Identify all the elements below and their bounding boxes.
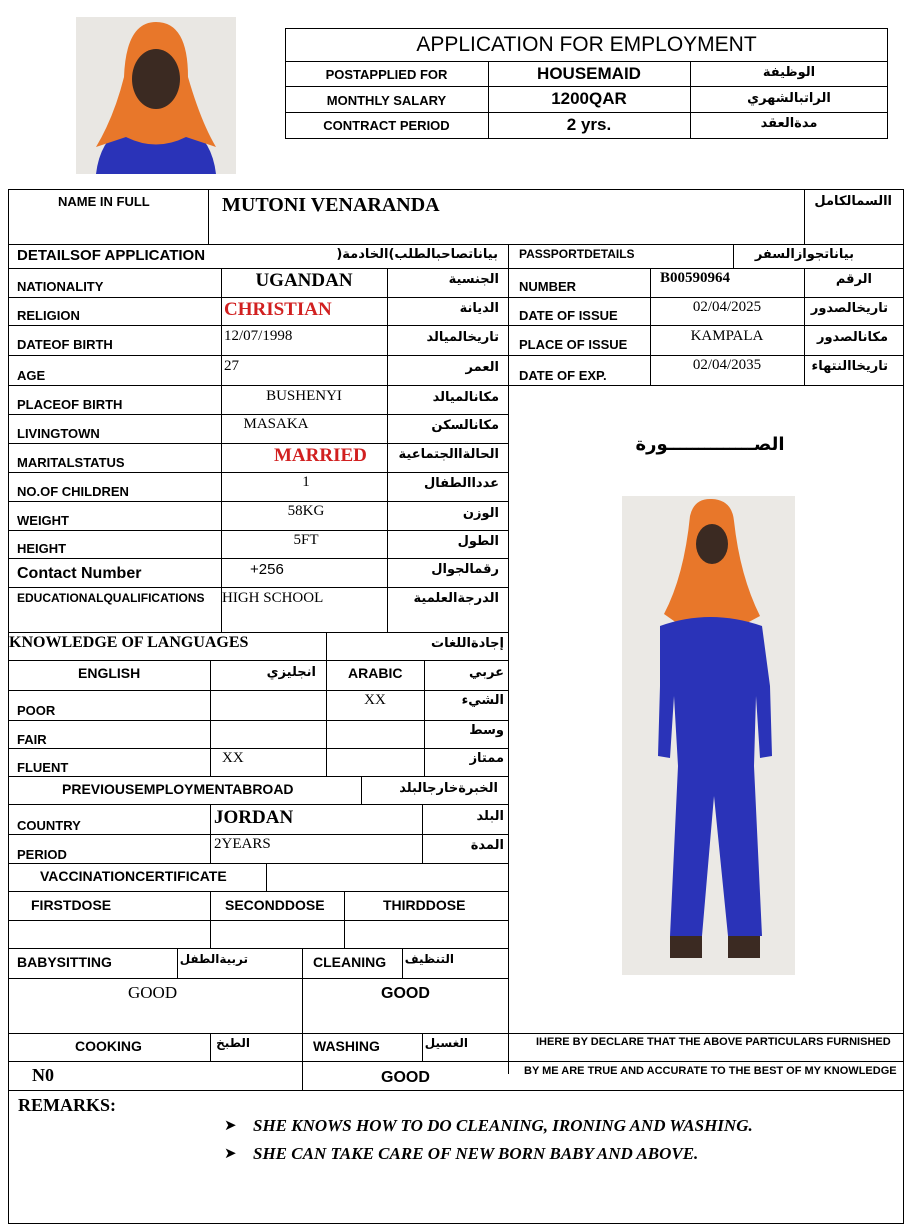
post-applied-value: HOUSEMAID xyxy=(537,64,641,83)
age-value: 27 xyxy=(224,358,239,374)
date-of-expiry-arabic: تاريخاالنتهاء xyxy=(811,359,888,374)
place-of-issue-arabic: مكانالصدور xyxy=(816,330,888,345)
period-value: 2YEARS xyxy=(214,836,271,852)
previous-employment-arabic: الخبرةخارجالبلد xyxy=(399,781,498,796)
passport-number-arabic: الرقم xyxy=(835,272,872,287)
babysitting-value: GOOD xyxy=(128,983,178,1002)
weight-label: WEIGHT xyxy=(17,513,69,528)
date-of-birth-label: DATEOF BIRTH xyxy=(17,337,113,352)
cooking-arabic: الطبخ xyxy=(216,1036,250,1050)
date-of-expiry-value: 02/04/2035 xyxy=(692,357,762,373)
cleaning-value: GOOD xyxy=(381,985,430,1002)
date-of-issue-label: DATE OF ISSUE xyxy=(519,308,618,323)
place-of-birth-arabic: مكانالميالد xyxy=(432,390,499,405)
marital-status-value: MARRIED xyxy=(274,445,367,466)
contact-number-label: Contact Number xyxy=(17,565,142,582)
marital-status-arabic: الحالةاالجتماعية xyxy=(398,447,499,462)
age-label: AGE xyxy=(17,368,46,383)
page-title: APPLICATION FOR EMPLOYMENT xyxy=(416,33,757,56)
contact-number-value: +256 xyxy=(250,561,284,578)
details-label: DETAILSOF APPLICATION xyxy=(17,247,206,264)
education-arabic: الدرجةالعلمية xyxy=(413,591,499,606)
age-arabic: العمر xyxy=(465,360,499,375)
weight-arabic: الوزن xyxy=(462,506,499,521)
date-of-birth-value: 12/07/1998 xyxy=(224,328,293,344)
nationality-value: UGANDAN xyxy=(255,270,353,291)
washing-arabic: الغسيل xyxy=(424,1036,468,1050)
children-arabic: عدداالطفال xyxy=(423,476,499,491)
cleaning-arabic: التنظيف xyxy=(404,952,454,966)
cooking-label: COOKING xyxy=(75,1038,142,1054)
religion-arabic: الديانة xyxy=(459,301,499,316)
contract-period-arabic: مدةالعقد xyxy=(760,116,818,131)
remark-item-1: SHE KNOWS HOW TO DO CLEANING, IRONING AND WASHING. xyxy=(253,1116,753,1135)
arabic-arabic: عربي xyxy=(468,665,504,680)
religion-label: RELIGION xyxy=(17,308,80,323)
country-value: JORDAN xyxy=(214,807,294,828)
washing-label: WASHING xyxy=(313,1038,380,1054)
children-label: NO.OF CHILDREN xyxy=(17,484,129,499)
remarks-label: REMARKS: xyxy=(18,1095,116,1115)
vaccination-label: VACCINATIONCERTIFICATE xyxy=(40,868,227,884)
weight-value: 58KG xyxy=(287,503,325,519)
english-arabic: انجليزي xyxy=(266,665,316,680)
contract-period-value: 2 yrs. xyxy=(566,115,612,134)
monthly-salary-value: 1200QAR xyxy=(551,89,627,108)
education-label: EDUCATIONALQUALIFICATIONS xyxy=(17,591,205,605)
living-town-label: LIVINGTOWN xyxy=(17,426,100,441)
monthly-salary-label: MONTHLY SALARY xyxy=(326,93,447,108)
monthly-salary-arabic: الراتبالشهري xyxy=(747,91,831,106)
second-dose-label: SECONDDOSE xyxy=(225,897,325,913)
remark-bullet-icon: ➤ xyxy=(224,1145,237,1162)
nationality-arabic: الجنسية xyxy=(448,272,499,287)
fluent-english-value: XX xyxy=(222,750,244,766)
place-of-birth-value: BUSHENYI xyxy=(266,388,342,404)
declaration-line-1: IHERE BY DECLARE THAT THE ABOVE PARTICULARS FURNISHED xyxy=(536,1036,891,1048)
fair-arabic: وسط xyxy=(469,723,504,738)
remark-bullet-icon: ➤ xyxy=(224,1117,237,1134)
applicant-full-body-photo xyxy=(622,496,795,975)
children-value: 1 xyxy=(302,474,310,490)
fair-label: FAIR xyxy=(17,732,47,747)
english-column-label: ENGLISH xyxy=(78,665,141,681)
poor-label: POOR xyxy=(17,703,56,718)
passport-details-label: PASSPORTDETAILS xyxy=(519,247,635,261)
passport-number-value: B00590964 xyxy=(660,270,731,286)
details-arabic: بياناتصاحبالطلب)الخادمة( xyxy=(336,247,498,262)
fluent-label: FLUENT xyxy=(17,760,69,775)
name-label: NAME IN FULL xyxy=(58,194,150,209)
living-town-value: MASAKA xyxy=(243,416,309,432)
poor-arabic-value: XX xyxy=(364,692,386,708)
height-value: 5FT xyxy=(293,532,319,548)
name-value: MUTONI VENARANDA xyxy=(222,194,440,216)
first-dose-label: FIRSTDOSE xyxy=(31,897,112,913)
cooking-value: N0 xyxy=(32,1065,54,1085)
arabic-column-label: ARABIC xyxy=(348,665,403,681)
poor-arabic: الشيء xyxy=(461,693,504,708)
date-of-expiry-label: DATE OF EXP. xyxy=(519,368,607,383)
third-dose-label: THIRDDOSE xyxy=(383,897,466,913)
height-arabic: الطول xyxy=(457,534,499,549)
fluent-arabic: ممتاز xyxy=(469,751,504,766)
education-value: HIGH SCHOOL xyxy=(222,590,324,606)
contact-number-arabic: رقمالجوال xyxy=(431,562,499,577)
nationality-label: NATIONALITY xyxy=(17,279,104,294)
period-label: PERIOD xyxy=(17,847,67,862)
languages-label: KNOWLEDGE OF LANGUAGES xyxy=(9,634,249,651)
country-arabic: البلد xyxy=(476,809,504,824)
place-of-birth-label: PLACEOF BIRTH xyxy=(17,397,123,412)
period-arabic: المدة xyxy=(470,838,504,853)
babysitting-label: BABYSITTING xyxy=(17,954,112,970)
religion-value: CHRISTIAN xyxy=(224,299,332,320)
remark-item-2: SHE CAN TAKE CARE OF NEW BORN BABY AND ABOVE. xyxy=(253,1144,699,1163)
post-applied-arabic: الوظيفة xyxy=(762,65,816,80)
height-label: HEIGHT xyxy=(17,541,67,556)
place-of-issue-value: KAMPALA xyxy=(690,328,764,344)
date-of-issue-value: 02/04/2025 xyxy=(692,299,762,315)
post-applied-label: POSTAPPLIED FOR xyxy=(325,67,448,82)
previous-employment-label: PREVIOUSEMPLOYMENTABROAD xyxy=(62,781,294,797)
babysitting-arabic: تربيةالطفل xyxy=(179,952,248,966)
contract-period-label: CONTRACT PERIOD xyxy=(323,118,450,133)
languages-arabic: إجادةاللغات xyxy=(431,636,504,651)
declaration-line-2: BY ME ARE TRUE AND ACCURATE TO THE BEST OF MY KNOWLEDGE xyxy=(524,1065,897,1077)
living-town-arabic: مكانالسكن xyxy=(431,418,499,433)
washing-value: GOOD xyxy=(381,1069,430,1086)
passport-details-arabic: بياناتجوازالسفر xyxy=(754,247,854,262)
country-label: COUNTRY xyxy=(17,818,81,833)
applicant-headshot-photo xyxy=(76,17,236,174)
cleaning-label: CLEANING xyxy=(313,954,387,970)
name-arabic: االسمالكامل xyxy=(814,194,892,209)
passport-number-label: NUMBER xyxy=(519,279,577,294)
date-of-birth-arabic: تاريخالميالد xyxy=(426,330,499,345)
date-of-issue-arabic: تاريخالصدور xyxy=(810,301,888,316)
place-of-issue-label: PLACE OF ISSUE xyxy=(519,337,628,352)
photo-caption: الصــــــــــــــورة xyxy=(635,434,785,455)
marital-status-label: MARITALSTATUS xyxy=(17,455,125,470)
